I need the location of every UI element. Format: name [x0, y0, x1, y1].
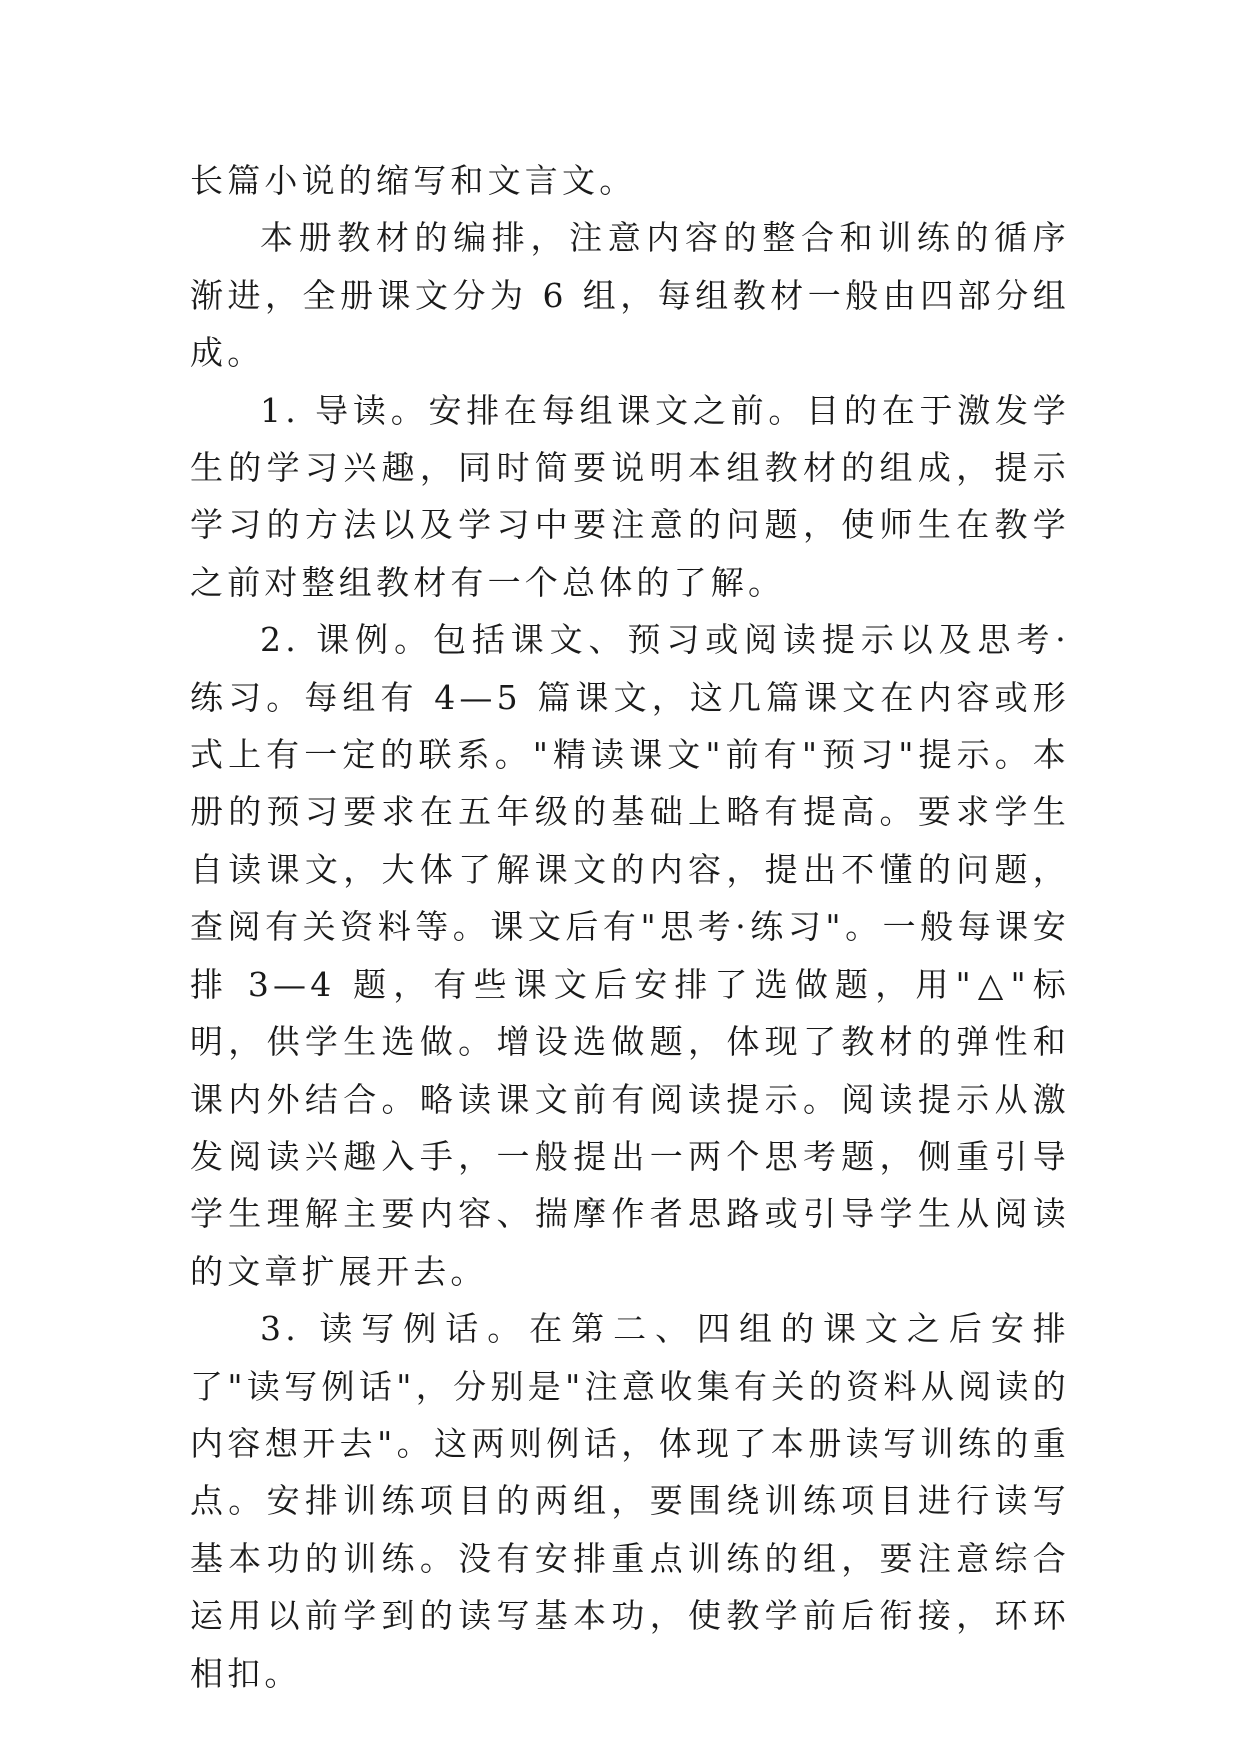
- paragraph-item-3-examples: 3. 读写例话。在第二、四组的课文之后安排了"读写例话"，分别是"注意收集有关的资料从阅读的内容想开去"。这两则例话，体现了本册读写训练的重点。安排训练项目的两组，要围绕训练项目进行读写基本功的训练。没有安排重点训练的组，要注意综合运用以前学到的读写基本功，使教学前后衔接，环环相扣。: [190, 1309, 1070, 1693]
- paragraph-item-1-guide: 1. 导读。安排在每组课文之前。目的在于激发学生的学习兴趣，同时简要说明本组教材的组成，提示学习的方法以及学习中要注意的问题，使师生在教学之前对整组教材有一个总体的了解。: [190, 390, 1070, 602]
- paragraph-intro: 本册教材的编排，注意内容的整合和训练的循序渐进，全册课文分为 6 组，每组教材一般由四部分组成。: [190, 218, 1070, 373]
- paragraph-item-2-lessons: 2. 课例。包括课文、预习或阅读提示以及思考·练习。每组有 4—5 篇课文，这几篇课文在内容或形式上有一定的联系。"精读课文"前有"预习"提示。本册的预习要求在五年级的基础上略有提高。要求学生自读课文，大体了解课文的内容，提出不懂的问题，查阅有关资料等。课文后有"思考·练习"。一般每课安排 3—4 题，有些课文后安排了选做题，用"△"标明，供学生选做。增设选做题，体现了教材的弹性和课内外结合。略读课文前有阅读提示。阅读提示从激发阅读兴趣入手，一般提出一两个思考题，侧重引导学生理解主要内容、揣摩作者思路或引导学生从阅读的文章扩展开去。: [190, 620, 1070, 1291]
- document-body: [190, 152, 1070, 1702]
- paragraph-continuation: 长篇小说的缩写和文言文。: [190, 161, 637, 200]
